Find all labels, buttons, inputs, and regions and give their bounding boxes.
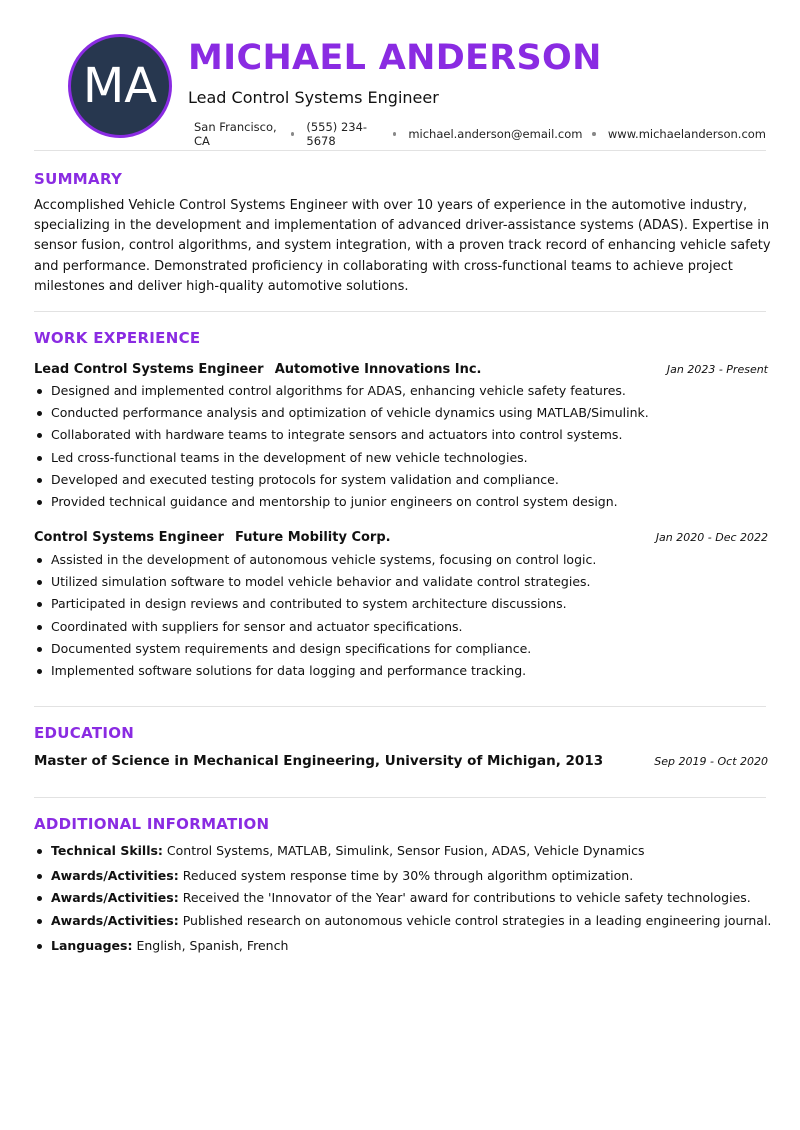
divider: [34, 150, 766, 151]
job-company: Future Mobility Corp.: [234, 530, 391, 545]
list-item: Coordinated with suppliers for sensor and actuator specifications.: [34, 616, 596, 638]
separator-dot-icon: [393, 132, 396, 136]
info-key: Awards/Activities:: [51, 890, 179, 906]
job-role-company: [34, 358, 482, 377]
info-value: Control Systems, MATLAB, Simulink, Sensor Fusion, ADAS, Vehicle Dynamics: [166, 843, 645, 858]
education-degree: Master of Science in Mechanical Engineering, University of Michigan, 2013: [34, 753, 604, 769]
job-dates: Jan 2023 - Present: [666, 363, 768, 376]
list-item: [34, 840, 771, 862]
divider: [34, 311, 766, 312]
avatar: MA: [68, 34, 172, 138]
job-company: Automotive Innovations Inc.: [274, 362, 482, 377]
info-key: Technical Skills:: [51, 843, 163, 858]
job-dates: Jan 2020 - Dec 2022: [655, 531, 768, 544]
list-item: [34, 935, 771, 957]
job-bullet-list: [34, 549, 596, 682]
list-item: [34, 865, 771, 887]
contact-phone: (555) 234-5678: [306, 120, 368, 148]
education-entry: [34, 753, 768, 769]
section-title-work-experience: WORK EXPERIENCE: [34, 329, 201, 347]
info-value: English, Spanish, French: [136, 937, 289, 953]
list-item: [34, 887, 771, 909]
separator-dot-icon: [291, 132, 294, 136]
info-value: Reduced system response time by 30% through algorithm optimization.: [182, 868, 634, 884]
info-value: Received the 'Innovator of the Year' award for contributions to vehicle safety technologies.: [182, 890, 751, 906]
separator-dot-icon: [592, 132, 595, 136]
list-item: Assisted in the development of autonomous vehicle systems, focusing on control logic.: [34, 549, 596, 571]
job-role: Lead Control Systems Engineer: [34, 362, 264, 377]
job-title: Lead Control Systems Engineer: [188, 88, 439, 107]
section-title-education: EDUCATION: [34, 724, 135, 742]
list-item: Collaborated with hardware teams to integrate sensors and actuators into control systems.: [34, 424, 649, 446]
list-item: Provided technical guidance and mentorship to junior engineers on control system design.: [34, 491, 649, 513]
info-key: Languages:: [51, 937, 133, 953]
list-item: Developed and executed testing protocols for system validation and compliance.: [34, 469, 649, 491]
candidate-name: MICHAEL ANDERSON: [188, 38, 602, 78]
job-header: [34, 526, 768, 545]
list-item: Utilized simulation software to model vehicle behavior and validate control strategies.: [34, 571, 596, 593]
additional-info-list: [34, 840, 771, 957]
contact-location: San Francisco, CA: [194, 120, 277, 148]
section-title-summary: SUMMARY: [34, 170, 123, 188]
divider: [34, 706, 766, 707]
list-item: Designed and implemented control algorithms for ADAS, enhancing vehicle safety features.: [34, 380, 649, 402]
list-item: Conducted performance analysis and optimization of vehicle dynamics using MATLAB/Simulink.: [34, 402, 649, 424]
section-title-additional-information: ADDITIONAL INFORMATION: [34, 815, 270, 833]
list-item: [34, 910, 771, 932]
list-item: Participated in design reviews and contributed to system architecture discussions.: [34, 593, 596, 615]
education-dates: Sep 2019 - Oct 2020: [654, 755, 768, 768]
job-role-company: [34, 526, 391, 545]
job-header: [34, 358, 768, 377]
contact-email[interactable]: michael.anderson@email.com: [408, 127, 583, 141]
info-key: Awards/Activities:: [51, 912, 179, 928]
contact-website[interactable]: www.michaelanderson.com: [607, 127, 767, 141]
divider: [34, 797, 766, 798]
job-bullet-list: [34, 380, 649, 513]
resume-header: [34, 0, 766, 150]
info-value: Published research on autonomous vehicle control strategies in a leading engineering journal.: [182, 912, 772, 928]
list-item: Led cross-functional teams in the development of new vehicle technologies.: [34, 447, 649, 469]
info-key: Awards/Activities:: [51, 868, 179, 884]
list-item: Documented system requirements and design specifications for compliance.: [34, 638, 596, 660]
contact-line: [194, 120, 766, 148]
list-item: Implemented software solutions for data logging and performance tracking.: [34, 660, 596, 682]
summary-text: Accomplished Vehicle Control Systems Engineer with over 10 years of experience in the automotive industry, specializing in the development and implementation of advanced driver-assistance systems (ADAS). Expertise in sensor fusion, control algorithms, and system integration, with a proven track record of enhancing vehicle safety and performance. Demonstrated proficiency in collaborating with cross-functional teams to achieve project milestones and deliver high-quality automotive solutions.: [34, 198, 771, 294]
job-role: Control Systems Engineer: [34, 530, 224, 545]
